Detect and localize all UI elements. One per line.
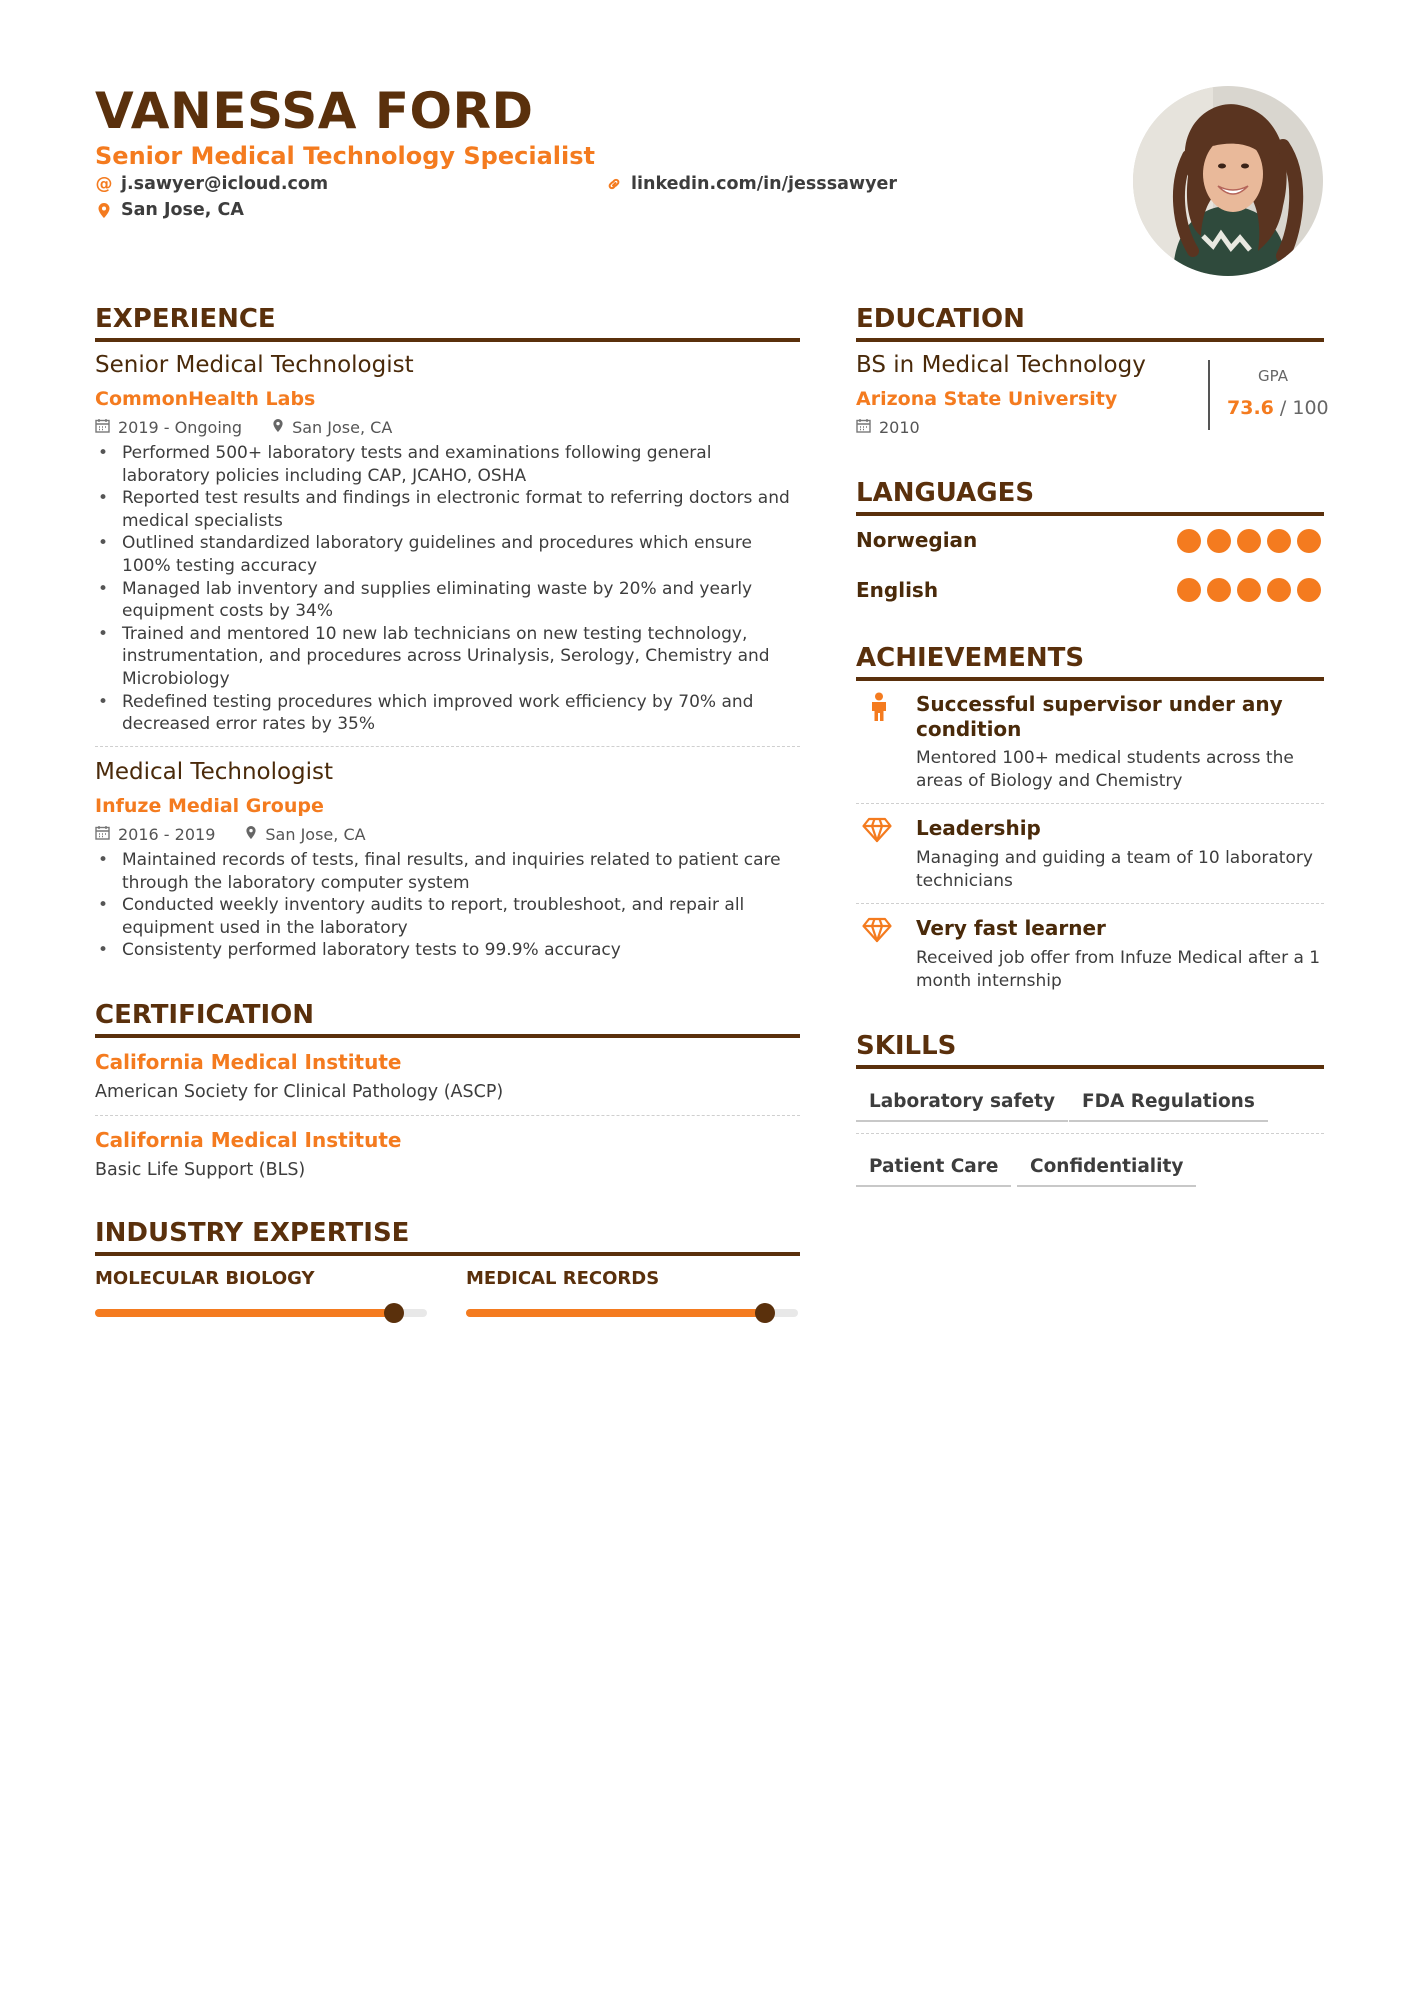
at-icon: @ [95, 174, 113, 194]
skills-rule [856, 1065, 1324, 1069]
expertise-bar-fill [95, 1309, 394, 1317]
level-dot [1207, 529, 1231, 553]
skill-tag: Patient Care [856, 1149, 1011, 1187]
graduation-year: 2010 [879, 418, 920, 437]
bullet: • Consistenty performed laboratory tests to 99.9% accuracy [95, 939, 795, 962]
level-dot [1237, 529, 1261, 553]
job-location: San Jose, CA [265, 825, 366, 844]
certification-rule [95, 1034, 800, 1038]
divider [95, 1115, 800, 1116]
job-dates: 2016 - 2019 [118, 825, 216, 844]
skill-tag: FDA Regulations [1069, 1084, 1268, 1122]
linkedin-text: linkedin.com/in/jesssawyer [631, 174, 897, 194]
achievement-desc: Mentored 100+ medical students across the areas of Biology and Chemistry [916, 748, 1294, 791]
skill-tag: Confidentiality [1017, 1149, 1196, 1187]
bullet: • Outlined standardized laboratory guidelines and procedures which ensure 100% testing accuracy [95, 532, 795, 577]
expertise-label: MEDICAL RECORDS [466, 1268, 660, 1289]
calendar-icon [95, 825, 110, 844]
job-bullets [95, 442, 795, 736]
divider [856, 903, 1324, 904]
gpa-max: 100 [1292, 397, 1329, 419]
bullet: • Performed 500+ laboratory tests and examinations following general laboratory policies including CAP, JCAHO, OSHA [95, 442, 795, 487]
skill-tag: Laboratory safety [856, 1084, 1068, 1122]
achievements-rule [856, 677, 1324, 681]
level-dot [1297, 578, 1321, 602]
achievement-title: Very fast learner [916, 916, 1106, 940]
achievement-desc: Received job offer from Infuze Medical after a 1 month internship [916, 948, 1321, 991]
cert-org: California Medical Institute [95, 1050, 402, 1074]
skills-heading: SKILLS [856, 1031, 957, 1061]
candidate-role: Senior Medical Technology Specialist [95, 142, 595, 170]
education-heading: EDUCATION [856, 304, 1025, 334]
level-dot [1297, 529, 1321, 553]
email-contact[interactable] [95, 174, 328, 194]
level-dot [1267, 529, 1291, 553]
certification-heading: CERTIFICATION [95, 1000, 314, 1030]
job-bullets [95, 849, 795, 962]
cert-name: American Society for Clinical Pathology (ASCP) [95, 1082, 504, 1102]
languages-rule [856, 512, 1324, 516]
level-dot [1177, 578, 1201, 602]
cert-org: California Medical Institute [95, 1128, 402, 1152]
divider [856, 1133, 1324, 1134]
gpa-divider [1208, 360, 1210, 430]
expertise-bar-fill [466, 1309, 765, 1317]
company-name: CommonHealth Labs [95, 388, 316, 410]
diamond-icon [862, 815, 892, 845]
location-contact [95, 200, 244, 220]
achievement-title: Leadership [916, 816, 1041, 840]
expertise-bar-knob [384, 1303, 404, 1323]
diamond-icon [862, 915, 892, 945]
experience-rule [95, 338, 800, 342]
expertise-bar [95, 1309, 427, 1317]
calendar-icon [856, 418, 871, 437]
languages-heading: LANGUAGES [856, 478, 1035, 508]
bullet: • Conducted weekly inventory audits to report, troubleshoot, and repair all equipment used in the laboratory [95, 894, 795, 939]
education-meta [856, 418, 920, 437]
gpa-score: 73.6 [1227, 397, 1274, 419]
job-location: San Jose, CA [292, 418, 393, 437]
gpa-label: GPA [1258, 367, 1288, 385]
bullet: • Redefined testing procedures which improved work efficiency by 70% and decreased error rates by 35% [95, 691, 795, 736]
job-meta [95, 418, 392, 437]
location-pin-icon [272, 418, 284, 437]
level-dot [1267, 578, 1291, 602]
location-text: San Jose, CA [121, 200, 244, 220]
expertise-heading: INDUSTRY EXPERTISE [95, 1218, 410, 1248]
linkedin-contact[interactable] [605, 174, 897, 194]
location-pin-icon [245, 825, 257, 844]
company-name: Infuze Medial Groupe [95, 795, 324, 817]
expertise-bar [466, 1309, 798, 1317]
expertise-label: MOLECULAR BIOLOGY [95, 1268, 315, 1289]
location-pin-icon [95, 202, 113, 219]
link-icon [605, 176, 623, 192]
profile-photo [1133, 86, 1323, 276]
language-level [1177, 529, 1321, 553]
job-title: Medical Technologist [95, 759, 334, 785]
job-title: Senior Medical Technologist [95, 352, 414, 378]
bullet: • Maintained records of tests, final results, and inquiries related to patient care through the laboratory computer system [95, 849, 795, 894]
bullet: • Reported test results and findings in electronic format to referring doctors and medical specialists [95, 487, 795, 532]
person-icon [864, 692, 894, 722]
cert-name: Basic Life Support (BLS) [95, 1160, 306, 1180]
email-text: j.sawyer@icloud.com [121, 174, 329, 194]
divider [856, 803, 1324, 804]
level-dot [1207, 578, 1231, 602]
achievements-heading: ACHIEVEMENTS [856, 643, 1085, 673]
job-meta [95, 825, 366, 844]
bullet: • Trained and mentored 10 new lab technicians on new testing technology, instrumentation, and procedures across Urinalysis, Serology, Chemistry and Microbiology [95, 623, 795, 691]
language-name: Norwegian [856, 528, 978, 552]
language-name: English [856, 578, 939, 602]
divider [95, 746, 800, 747]
achievement-desc: Managing and guiding a team of 10 laboratory technicians [916, 848, 1313, 891]
expertise-bar-knob [755, 1303, 775, 1323]
calendar-icon [95, 418, 110, 437]
bullet: • Managed lab inventory and supplies eliminating waste by 20% and yearly equipment costs by 34% [95, 578, 795, 623]
education-rule [856, 338, 1324, 342]
experience-heading: EXPERIENCE [95, 304, 276, 334]
level-dot [1237, 578, 1261, 602]
language-level [1177, 578, 1321, 602]
gpa-value: 73.6 / 100 [1227, 397, 1329, 419]
achievement-title: Successful supervisor under any condition [916, 692, 1283, 741]
level-dot [1177, 529, 1201, 553]
expertise-rule [95, 1252, 800, 1256]
candidate-name: VANESSA FORD [95, 82, 534, 140]
school-name: Arizona State University [856, 388, 1118, 410]
job-dates: 2019 - Ongoing [118, 418, 243, 437]
degree: BS in Medical Technology [856, 352, 1146, 378]
